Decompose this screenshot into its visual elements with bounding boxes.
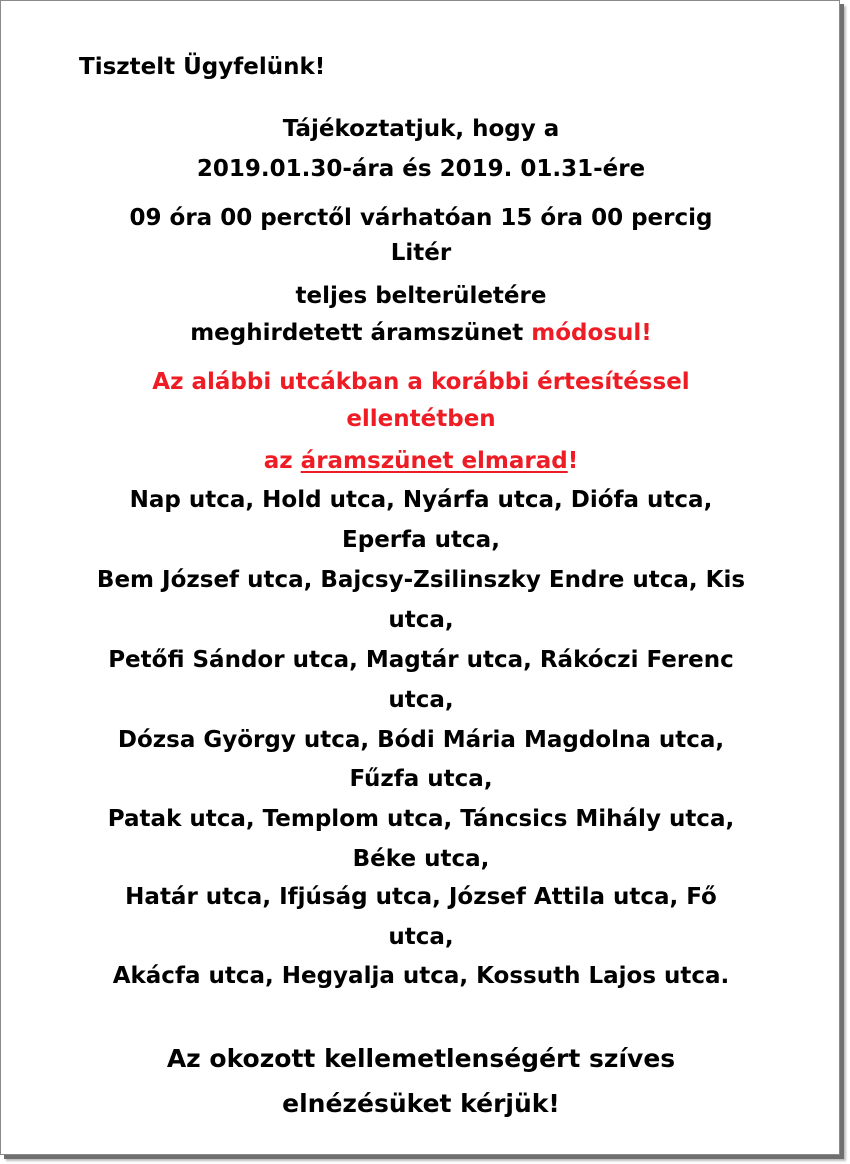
street-line: Nap utca, Hold utca, Nyárfa utca, Diófa utca, (129, 487, 713, 513)
street-line: Bem József utca, Bajcsy-Zsilinszky Endre utca, Kis (96, 567, 746, 593)
dates-line: 2019.01.30-ára és 2019. 01.31-ére (196, 156, 646, 182)
red-notice-suffix: ! (567, 448, 579, 474)
town-line: Litér (390, 240, 452, 266)
change-line (1, 318, 841, 348)
street-line: Fűzfa utca, (349, 766, 493, 792)
street-line: utca, (388, 607, 454, 633)
outage-cancelled-text: áramszünet elmarad (300, 448, 568, 474)
street-line: utca, (388, 924, 454, 950)
street-line: Béke utca, (352, 846, 490, 872)
red-notice-line-2: ellentétben (346, 406, 496, 432)
street-line: Patak utca, Templom utca, Táncsics Mihály utca, (107, 806, 735, 832)
street-line: Petőfi Sándor utca, Magtár utca, Rákóczi Ferenc (108, 647, 734, 673)
change-highlight: módosul! (531, 320, 652, 346)
red-notice-prefix: az (263, 448, 301, 474)
street-line: Határ utca, Ifjúság utca, József Attila utca, Fő (125, 884, 717, 910)
intro-line: Tájékoztatjuk, hogy a (282, 116, 560, 142)
street-line: Dózsa György utca, Bódi Mária Magdolna utca, (117, 727, 725, 753)
closing-line-1: Az okozott kellemetlenségért szíves (166, 1044, 676, 1073)
street-line: utca, (388, 687, 454, 713)
area-line: teljes belterületére (295, 283, 547, 309)
street-line: Akácfa utca, Hegyalja utca, Kossuth Lajos utca. (112, 963, 730, 989)
red-notice-line-1: Az alábbi utcákban a korábbi értesítéssel (152, 369, 690, 395)
street-line: Eperfa utca, (342, 527, 500, 553)
red-notice-line-3 (1, 446, 841, 476)
change-prefix: meghirdetett áramszünet (190, 320, 532, 346)
time-range-line: 09 óra 00 perctől várhatóan 15 óra 00 percig (129, 205, 713, 231)
closing-line-2: elnézésüket kérjük! (282, 1089, 560, 1118)
greeting: Tisztelt Ügyfelünk! (79, 54, 326, 80)
